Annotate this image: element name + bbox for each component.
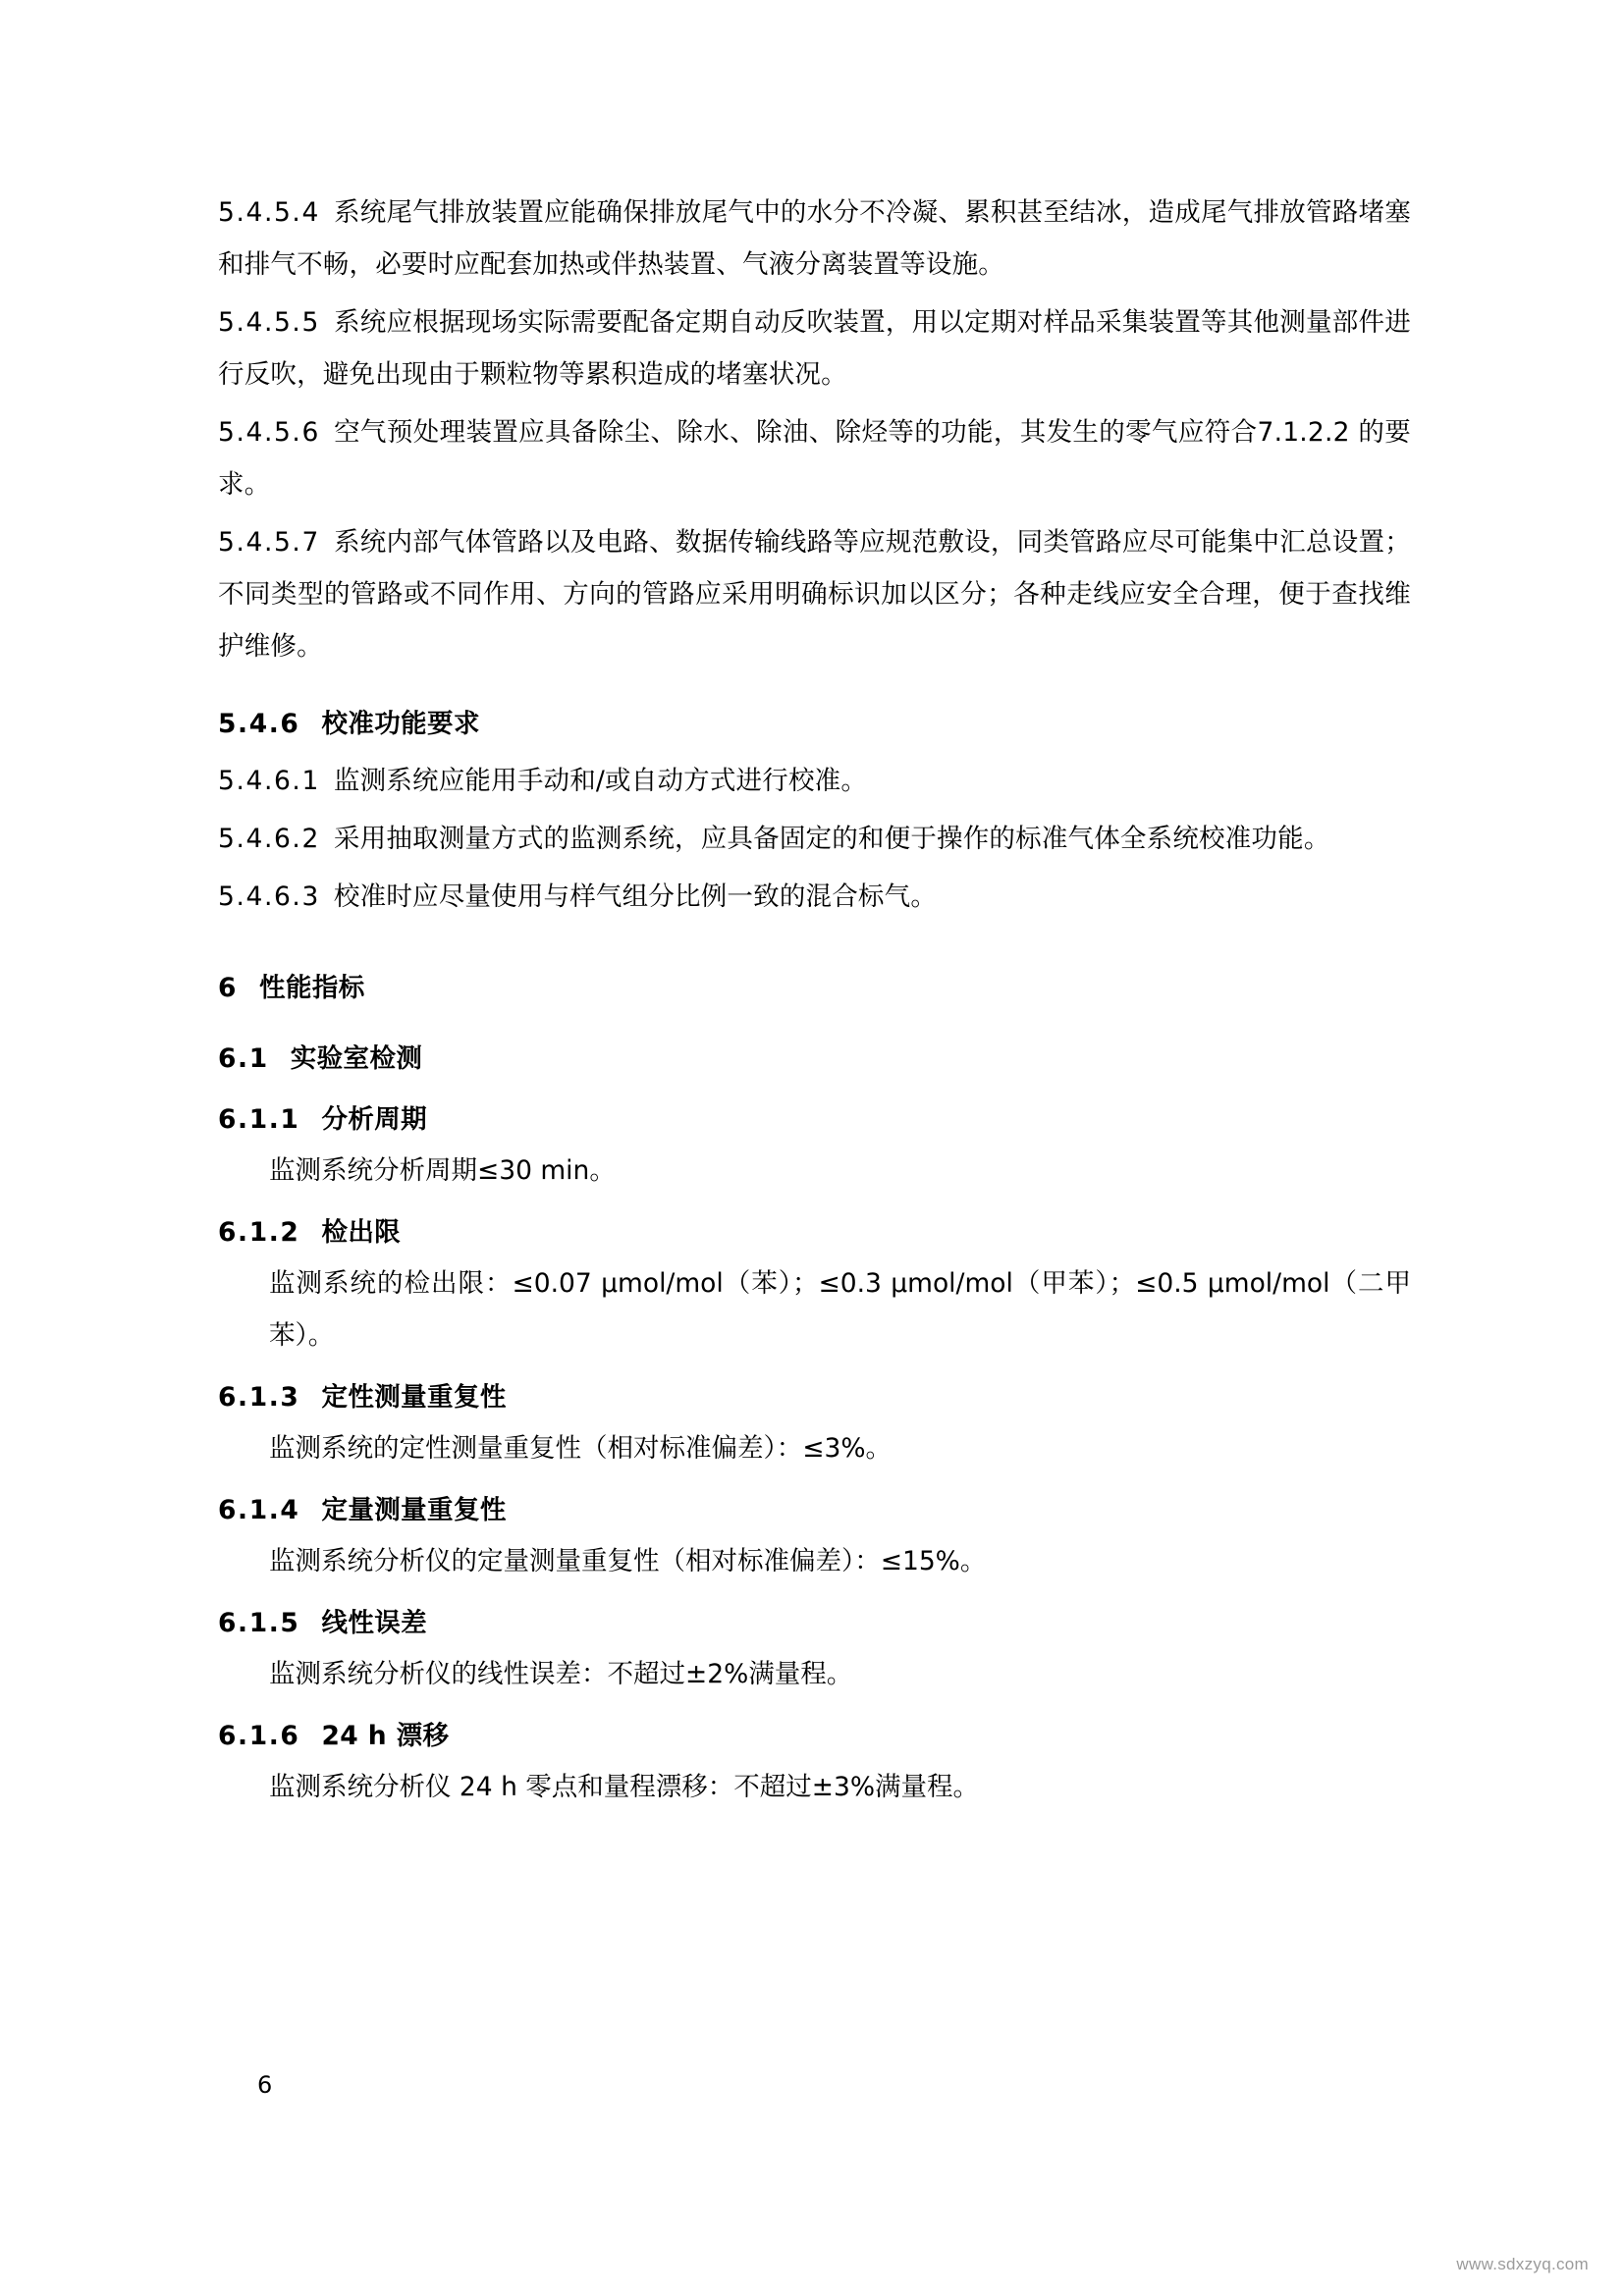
paragraph-5-4-5-7 [218,516,1411,672]
heading-number: 6.1 [218,1043,269,1074]
body-6-1-3: 监测系统的定性测量重复性（相对标准偏差）：≤3%。 [269,1433,892,1464]
heading-6-1-5 [218,1599,1411,1648]
heading-text: 校准功能要求 [321,709,480,739]
paragraph-5-4-6-2 [218,813,1411,865]
heading-6-1-4 [218,1486,1411,1535]
paragraph-5-4-5-4 [218,187,1411,291]
body-6-1-2: 监测系统的检出限：≤0.07 μmol/mol（苯）；≤0.3 μmol/mol（甲苯）；≤0.5 μmol/mol（二甲苯）。 [269,1268,1411,1351]
heading-text: 检出限 [321,1217,402,1248]
heading-6-1-3 [218,1373,1411,1422]
heading-number: 6.1.4 [218,1495,300,1525]
body-6-1-6: 监测系统分析仪 24 h 零点和量程漂移：不超过±3%满量程。 [269,1772,980,1802]
heading-text: 实验室检测 [290,1043,423,1074]
heading-number: 6.1.3 [218,1382,300,1413]
heading-text: 定量测量重复性 [321,1495,507,1525]
heading-text: 分析周期 [321,1104,428,1135]
heading-6-1-1 [218,1095,1411,1145]
clause-text: 空气预处理装置应具备除尘、除水、除油、除烃等的功能，其发生的零气应符合7.1.2.2 的要求。 [218,417,1411,500]
paragraph-5-4-6-1 [218,755,1411,807]
heading-number: 5.4.6 [218,709,300,739]
clause-number: 5.4.6.1 [218,766,320,796]
body-6-1-1: 监测系统分析周期≤30 min。 [269,1155,616,1186]
body-6-1-5: 监测系统分析仪的线性误差：不超过±2%满量程。 [269,1659,853,1689]
heading-6 [218,964,1411,1013]
heading-number: 6 [218,973,239,1003]
clause-text: 校准时应尽量使用与样气组分比例一致的混合标气。 [333,881,938,912]
heading-text: 线性误差 [321,1608,428,1638]
heading-number: 6.1.6 [218,1721,300,1751]
heading-6-1-6 [218,1712,1411,1761]
clause-text: 系统内部气体管路以及电路、数据传输线路等应规范敷设，同类管路应尽可能集中汇总设置；不同类型的管路或不同作用、方向的管路应采用明确标识加以区分；各种走线应安全合理，便于查找维护维修。 [218,527,1411,662]
body-6-1-4: 监测系统分析仪的定量测量重复性（相对标准偏差）：≤15%。 [269,1546,987,1576]
paragraph-5-4-5-5 [218,296,1411,400]
clause-number: 5.4.6.3 [218,881,320,912]
watermark: www.sdxzyq.com [1456,2255,1589,2273]
clause-text: 监测系统应能用手动和/或自动方式进行校准。 [333,766,868,796]
clause-text: 系统尾气排放装置应能确保排放尾气中的水分不冷凝、累积甚至结冰，造成尾气排放管路堵塞和排气不畅，必要时应配套加热或伴热装置、气液分离装置等设施。 [218,197,1411,280]
heading-text: 定性测量重复性 [321,1382,507,1413]
heading-number: 6.1.1 [218,1104,300,1135]
clause-number: 5.4.5.7 [218,527,320,558]
heading-text: 性能指标 [259,973,365,1003]
clause-text: 系统应根据现场实际需要配备定期自动反吹装置，用以定期对样品采集装置等其他测量部件进行反吹，避免出现由于颗粒物等累积造成的堵塞状况。 [218,307,1411,390]
heading-5-4-6 [218,700,1411,749]
heading-6-1 [218,1035,1411,1084]
clause-text: 采用抽取测量方式的监测系统，应具备固定的和便于操作的标准气体全系统校准功能。 [333,824,1330,854]
clause-number: 5.4.5.4 [218,197,320,228]
heading-number: 6.1.5 [218,1608,300,1638]
clause-number: 5.4.5.5 [218,307,320,338]
clause-number: 5.4.6.2 [218,824,320,854]
heading-text: 24 h 漂移 [321,1721,450,1751]
heading-6-1-2 [218,1208,1411,1257]
clause-number: 5.4.5.6 [218,417,320,448]
paragraph-5-4-6-3 [218,871,1411,923]
heading-number: 6.1.2 [218,1217,300,1248]
paragraph-5-4-5-6 [218,406,1411,510]
page-number: 6 [257,2071,273,2099]
document-body [218,187,1411,1813]
